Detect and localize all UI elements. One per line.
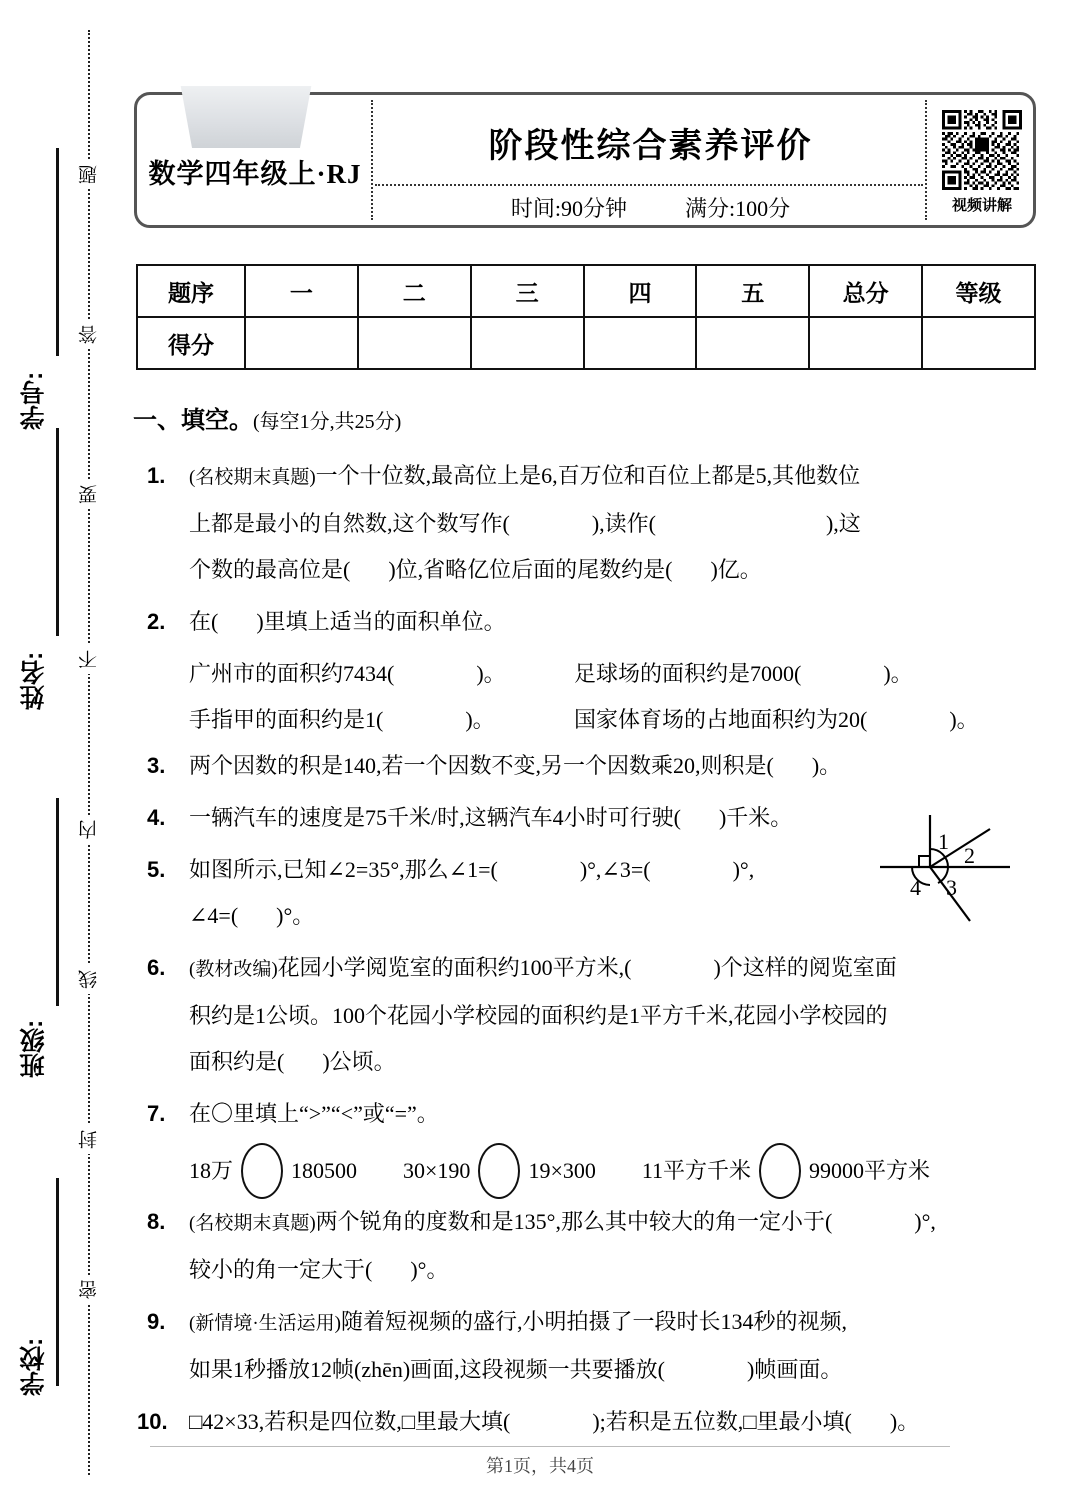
comparison-0-left: 18万 — [189, 1158, 234, 1183]
question-10-text-c: )。 — [889, 1409, 920, 1434]
score-col-header-0: 一 — [245, 265, 358, 317]
banner-tab-decoration — [175, 86, 317, 148]
page-title: 阶段性综合素养评价 — [488, 127, 813, 165]
question-6-line2: 积约是1公顷。100个花园小学校园的面积约是1平方千米,花园小学校园的 — [189, 1003, 888, 1028]
comparison-1-right: 19×300 — [528, 1158, 596, 1183]
comparison-2-right: 99000平方米 — [809, 1158, 931, 1183]
question-10-text-a: □42×33,若积是四位数,□里最大填( — [189, 1409, 511, 1434]
field-label-school: 学校: — [20, 1337, 48, 1396]
question-2-sub-1-left-end: )。 — [465, 707, 495, 732]
field-label-name: 姓名: — [20, 651, 48, 710]
comparison-0 — [189, 1143, 357, 1199]
question-5-line1-c: )°, — [732, 857, 755, 882]
question-3-text-b: )。 — [811, 753, 842, 778]
question-7-comparison-row — [133, 1143, 1038, 1199]
question-9-line2-b: )帧画面。 — [747, 1357, 843, 1382]
question-1-line-4: 个数的最高位是( — [189, 557, 351, 582]
question-2-sub-1-right — [574, 697, 979, 743]
question-6-line3-b: )公顷。 — [322, 1049, 396, 1074]
score-table-row-label-1: 得分 — [137, 317, 245, 369]
name-rule — [56, 428, 59, 636]
question-3 — [133, 743, 1038, 789]
question-3-number: 3. — [147, 753, 166, 778]
question-2-subrow-1 — [133, 697, 1038, 743]
question-2-sub-0-left-text: 广州市的面积约7434( — [189, 661, 395, 686]
score-table-value-row — [137, 317, 1035, 369]
question-2-stem-b: )里填上适当的面积单位。 — [256, 609, 506, 634]
question-8-tag: (名校期末真题) — [189, 1213, 316, 1234]
banner-divider-left — [371, 100, 373, 220]
question-4-number: 4. — [147, 805, 166, 830]
field-label-student-id: 学号: — [20, 371, 48, 430]
question-6-number: 6. — [147, 955, 166, 980]
question-2-subrow-0 — [133, 651, 1038, 697]
school-rule — [56, 1178, 59, 1386]
score-cell-3[interactable] — [584, 317, 697, 369]
question-9-line1: 随着短视频的盛行,小明拍摄了一段时长134秒的视频, — [340, 1309, 847, 1334]
angle-diagram — [878, 809, 1028, 929]
question-8-line2-b: )°。 — [410, 1257, 449, 1282]
score-table — [136, 264, 1036, 370]
question-6-line3-a: 面积约是( — [189, 1049, 285, 1074]
question-10-text-b: );若积是五位数,□里最小填( — [592, 1409, 852, 1434]
comparison-2-left: 11平方千米 — [641, 1158, 752, 1183]
question-2-sub-0-right — [574, 651, 913, 697]
question-1-tag: (名校期末真题) — [189, 467, 316, 488]
section-heading-1 — [133, 400, 1038, 435]
question-1-line-0: 一个十位数,最高位上是6,百万位和百位上都是5,其他数位 — [315, 463, 861, 488]
footer-divider — [150, 1446, 950, 1447]
exam-total-score: 满分:100分 — [685, 196, 791, 221]
score-table-header-row — [137, 265, 1035, 317]
question-9 — [133, 1299, 1038, 1393]
question-2-sub-0-left — [189, 651, 574, 697]
seal-char-2: 要 — [76, 480, 104, 509]
score-cell-5[interactable] — [809, 317, 922, 369]
exam-content — [133, 400, 1038, 1451]
subject-label: 数学四年级上·RJ — [148, 159, 362, 189]
question-2-sub-0-right-text: 足球场的面积约是7000( — [574, 661, 802, 686]
seal-dotted-line — [88, 30, 90, 1475]
question-2-sub-1-left — [189, 697, 574, 743]
seal-margin — [0, 0, 130, 1503]
question-2 — [133, 599, 1038, 645]
score-col-header-5: 总分 — [809, 265, 922, 317]
question-8 — [133, 1199, 1038, 1293]
comparison-1-left: 30×190 — [403, 1158, 471, 1183]
question-1-number: 1. — [147, 463, 166, 488]
question-5-line1-a: 如图所示,已知∠2=35°,那么∠1=( — [189, 857, 498, 882]
class-rule — [56, 798, 59, 1006]
question-1-line-1: 上都是最小的自然数,这个数写作( — [189, 511, 510, 536]
comparison-2-oval[interactable] — [759, 1143, 801, 1199]
question-1-line-6: )亿。 — [710, 557, 762, 582]
score-cell-1[interactable] — [358, 317, 471, 369]
score-cell-4[interactable] — [696, 317, 809, 369]
question-9-line2-a: 如果1秒播放12帧(zhēn)画面,这段视频一共要播放( — [189, 1357, 666, 1382]
question-6-tag: (教材改编) — [189, 959, 278, 980]
question-8-line1-b: )°, — [914, 1209, 936, 1234]
exam-meta — [378, 192, 923, 223]
question-2-sub-1-right-end: )。 — [949, 707, 979, 732]
banner-horizontal-divider — [375, 184, 923, 186]
question-8-number: 8. — [147, 1209, 166, 1234]
seal-char-3: 不 — [76, 645, 104, 674]
question-4-text-b: )千米。 — [718, 805, 793, 830]
banner-divider-right — [925, 100, 927, 220]
question-10 — [133, 1399, 1038, 1445]
svg-text:3: 3 — [946, 875, 957, 900]
section-points: (每空1分,共25分) — [253, 411, 402, 433]
question-2-sub-1-right-text: 国家体育场的占地面积约为20( — [574, 707, 868, 732]
question-5-number: 5. — [147, 857, 166, 882]
question-3-text-a: 两个因数的积是140,若一个因数不变,另一个因数乘20,则积是( — [189, 753, 774, 778]
question-2-stem-a: 在( — [189, 609, 219, 634]
question-7 — [133, 1091, 1038, 1137]
seal-char-7: 密 — [76, 1275, 104, 1304]
question-7-number: 7. — [147, 1101, 166, 1126]
comparison-0-right: 180500 — [291, 1158, 358, 1183]
question-5-line1-b: )°,∠3=( — [579, 857, 651, 882]
question-6-line1-a: 花园小学阅览室的面积约100平方米,( — [277, 955, 632, 980]
exam-duration: 时间:90分钟 — [510, 196, 627, 221]
comparison-0-oval[interactable] — [241, 1143, 283, 1199]
question-2-sub-1-left-text: 手指甲的面积约是1( — [189, 707, 384, 732]
question-6 — [133, 945, 1038, 1085]
svg-text:2: 2 — [964, 843, 975, 868]
comparison-1 — [403, 1143, 596, 1199]
question-1 — [133, 453, 1038, 593]
video-explanation-block[interactable] — [938, 110, 1026, 215]
footer-page-info: 第1页，共4页 — [486, 1456, 594, 1476]
section-heading-text: 一、填空。 — [133, 407, 253, 434]
question-2-number: 2. — [147, 609, 166, 634]
question-5 — [133, 829, 1038, 939]
question-2-sub-0-right-end: )。 — [883, 661, 913, 686]
score-col-header-6: 等级 — [922, 265, 1035, 317]
question-5-line2-a: ∠4=( — [189, 903, 239, 928]
seal-char-4: 内 — [76, 815, 104, 844]
comparison-2 — [642, 1143, 930, 1199]
score-col-header-3: 四 — [584, 265, 697, 317]
field-label-class: 班级: — [20, 1019, 48, 1078]
student-id-rule — [56, 148, 59, 356]
score-cell-0[interactable] — [245, 317, 358, 369]
question-9-number: 9. — [147, 1309, 166, 1334]
question-4-text-a: 一辆汽车的速度是75千米/时,这辆汽车4小时可行驶( — [189, 805, 681, 830]
score-col-header-1: 二 — [358, 265, 471, 317]
question-9-tag: (新情境·生活运用) — [189, 1313, 341, 1334]
question-8-line1-a: 两个锐角的度数和是135°,那么其中较大的角一定小于( — [315, 1209, 833, 1234]
score-col-header-2: 三 — [471, 265, 584, 317]
question-1-line-2: ),读作( — [591, 511, 656, 536]
question-5-line2-b: )°。 — [276, 903, 315, 928]
question-1-line-5: )位,省略亿位后面的尾数约是( — [388, 557, 673, 582]
score-table-row-label-0: 题序 — [137, 265, 245, 317]
question-6-line1-b: )个这样的阅览室面 — [713, 955, 897, 980]
seal-char-5: 线 — [76, 965, 104, 994]
score-col-header-4: 五 — [696, 265, 809, 317]
question-2-sub-0-left-end: )。 — [476, 661, 506, 686]
seal-char-1: 答 — [76, 320, 104, 349]
question-7-text: 在〇里填上“>”“<”或“=”。 — [189, 1101, 439, 1126]
score-cell-6[interactable] — [922, 317, 1035, 369]
seal-char-0: 题 — [76, 160, 104, 189]
qr-code-icon[interactable] — [942, 110, 1022, 190]
question-10-number: 10. — [137, 1409, 168, 1434]
svg-text:4: 4 — [910, 875, 921, 900]
question-1-line-3: ),这 — [825, 511, 861, 536]
comparison-1-oval[interactable] — [478, 1143, 520, 1199]
question-8-line2-a: 较小的角一定大于( — [189, 1257, 373, 1282]
score-cell-2[interactable] — [471, 317, 584, 369]
qr-code-label: 视频讲解 — [951, 197, 1012, 214]
seal-char-6: 封 — [76, 1125, 104, 1154]
svg-text:1: 1 — [938, 829, 949, 854]
